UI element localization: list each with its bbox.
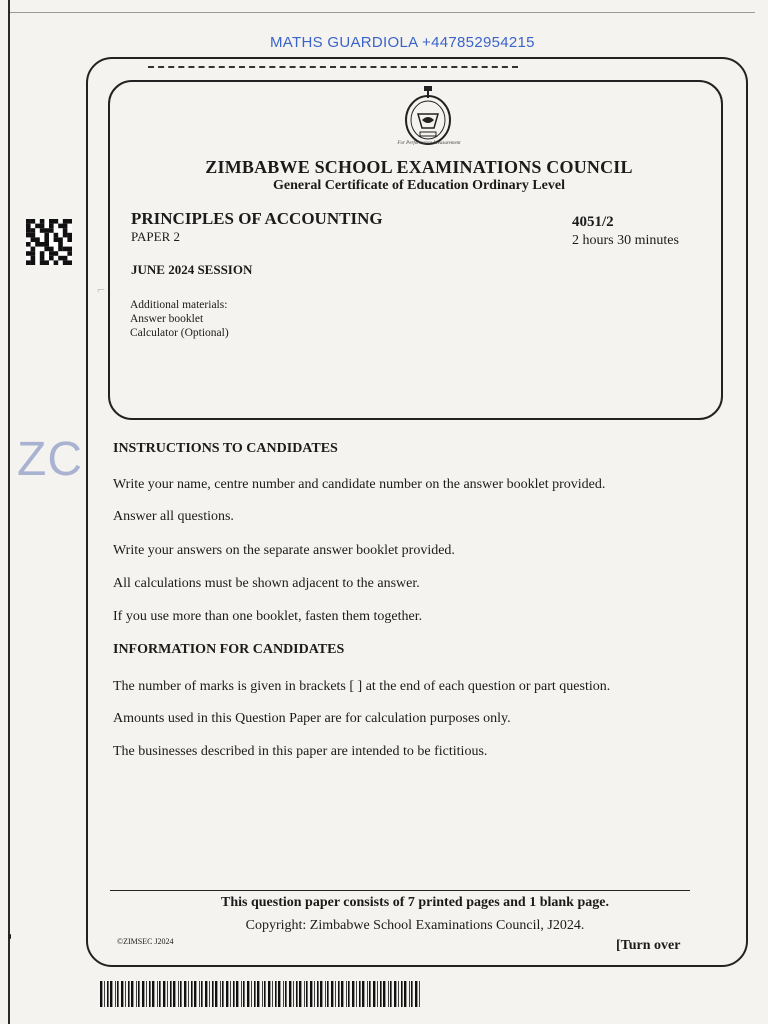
barcode-bar bbox=[341, 981, 343, 1007]
barcode-bar bbox=[121, 981, 123, 1007]
information-line: The number of marks is given in brackets [ ] at the end of each question or part question. bbox=[113, 679, 611, 694]
barcode-bar bbox=[157, 981, 158, 1007]
barcode-bar bbox=[377, 981, 378, 1007]
barcode-bar bbox=[283, 981, 284, 1007]
barcode-bar bbox=[230, 981, 231, 1007]
barcode-bar bbox=[320, 981, 322, 1007]
barcode-bar bbox=[243, 981, 245, 1007]
instruction-line: All calculations must be shown adjacent to the answer. bbox=[113, 576, 420, 591]
pages-note: This question paper consists of 7 printed pages and 1 blank page. bbox=[221, 895, 609, 910]
barcode-bar bbox=[178, 981, 179, 1007]
barcode-bar bbox=[107, 981, 109, 1007]
materials-item: Answer booklet bbox=[130, 313, 204, 325]
materials-item: Calculator (Optional) bbox=[130, 327, 229, 339]
scan-speck bbox=[8, 934, 11, 939]
barcode-bar bbox=[278, 981, 280, 1007]
exam-session: JUNE 2024 SESSION bbox=[131, 262, 253, 277]
barcode-bar bbox=[131, 981, 133, 1007]
barcode-bar bbox=[215, 981, 217, 1007]
barcode-bar bbox=[180, 981, 182, 1007]
barcode-bar bbox=[125, 981, 126, 1007]
barcode-bar bbox=[264, 981, 266, 1007]
barcode-bar bbox=[310, 981, 312, 1007]
barcode-bar bbox=[398, 981, 399, 1007]
barcode-bar bbox=[304, 981, 305, 1007]
barcode-bar bbox=[173, 981, 175, 1007]
barcode-bar bbox=[317, 981, 319, 1007]
barcode-bar bbox=[383, 981, 385, 1007]
barcode-bar bbox=[188, 981, 189, 1007]
barcode-bar bbox=[222, 981, 224, 1007]
barcode-bar bbox=[257, 981, 259, 1007]
barcode-bar bbox=[247, 981, 249, 1007]
barcode-bar bbox=[419, 981, 420, 1007]
barcode-bar bbox=[205, 981, 207, 1007]
instruction-line: Write your answers on the separate answer booklet provided. bbox=[113, 543, 455, 558]
barcode-bar bbox=[325, 981, 326, 1007]
barcode-bar bbox=[272, 981, 273, 1007]
barcode-bar bbox=[212, 981, 214, 1007]
barcode-bar bbox=[262, 981, 263, 1007]
page-edge bbox=[8, 0, 10, 1024]
barcode-bar bbox=[285, 981, 287, 1007]
barcode-bar bbox=[275, 981, 277, 1007]
barcode-bar bbox=[226, 981, 228, 1007]
barcode-bar bbox=[390, 981, 392, 1007]
barcode-bar bbox=[142, 981, 144, 1007]
barcode-bar bbox=[104, 981, 105, 1007]
barcode-bar bbox=[233, 981, 235, 1007]
barcode-bar bbox=[117, 981, 119, 1007]
barcode-bar bbox=[254, 981, 256, 1007]
instruction-line: Answer all questions. bbox=[113, 509, 234, 524]
barcode-bar bbox=[362, 981, 364, 1007]
additional-materials bbox=[130, 298, 229, 340]
barcode-icon bbox=[100, 981, 422, 1007]
barcode-bar bbox=[201, 981, 203, 1007]
information-line: The businesses described in this paper are intended to be fictitious. bbox=[113, 744, 488, 759]
barcode-bar bbox=[367, 981, 368, 1007]
information-heading: INFORMATION FOR CANDIDATES bbox=[113, 642, 345, 657]
barcode-bar bbox=[306, 981, 308, 1007]
council-name: ZIMBABWE SCHOOL EXAMINATIONS COUNCIL bbox=[205, 157, 633, 177]
barcode-bar bbox=[268, 981, 270, 1007]
barcode-bar bbox=[159, 981, 161, 1007]
barcode-bar bbox=[373, 981, 375, 1007]
barcode-bar bbox=[199, 981, 200, 1007]
barcode-bar bbox=[152, 981, 154, 1007]
page-top-edge bbox=[10, 12, 755, 13]
barcode-bar bbox=[149, 981, 151, 1007]
barcode-bar bbox=[170, 981, 172, 1007]
crest-motto: For Performance Measurement bbox=[397, 141, 461, 146]
zimsec-mark: ©ZIMSEC J2024 bbox=[117, 937, 174, 946]
footer-rule bbox=[110, 890, 690, 891]
barcode-bar bbox=[110, 981, 112, 1007]
barcode-bar bbox=[136, 981, 137, 1007]
side-watermark: ZC bbox=[17, 433, 83, 486]
barcode-bar bbox=[167, 981, 168, 1007]
barcode-bar bbox=[209, 981, 210, 1007]
paper-code: 4051/2 bbox=[572, 214, 614, 230]
barcode-bar bbox=[236, 981, 238, 1007]
barcode-bar bbox=[163, 981, 165, 1007]
barcode-bar bbox=[356, 981, 357, 1007]
subject-title: PRINCIPLES OF ACCOUNTING bbox=[131, 209, 383, 228]
information-line: Amounts used in this Question Paper are for calculation purposes only. bbox=[113, 711, 511, 726]
barcode-bar bbox=[409, 981, 410, 1007]
barcode-bar bbox=[251, 981, 252, 1007]
instruction-line: Write your name, centre number and candidate number on the answer booklet provided. bbox=[113, 477, 606, 492]
barcode-bar bbox=[296, 981, 298, 1007]
barcode-bar bbox=[352, 981, 354, 1007]
barcode-bar bbox=[299, 981, 301, 1007]
materials-label: Additional materials: bbox=[130, 299, 228, 311]
top-watermark-stamp: MATHS GUARDIOLA +447852954215 bbox=[270, 34, 535, 51]
instruction-line: If you use more than one booklet, fasten them together. bbox=[113, 609, 423, 624]
barcode-bar bbox=[194, 981, 196, 1007]
barcode-bar bbox=[411, 981, 413, 1007]
exam-level: General Certificate of Education Ordinary Level bbox=[273, 178, 565, 193]
barcode-bar bbox=[394, 981, 396, 1007]
barcode-bar bbox=[220, 981, 221, 1007]
qr-code-icon bbox=[24, 219, 74, 265]
paper-number: PAPER 2 bbox=[131, 229, 181, 244]
barcode-bar bbox=[359, 981, 361, 1007]
barcode-bar bbox=[241, 981, 242, 1007]
barcode-bar bbox=[314, 981, 315, 1007]
barcode-bar bbox=[293, 981, 294, 1007]
barcode-bar bbox=[191, 981, 193, 1007]
barcode-bar bbox=[369, 981, 371, 1007]
barcode-bar bbox=[138, 981, 140, 1007]
barcode-bar bbox=[346, 981, 347, 1007]
barcode-bar bbox=[338, 981, 340, 1007]
barcode-bar bbox=[327, 981, 329, 1007]
barcode-bar bbox=[100, 981, 102, 1007]
turn-over-label: [Turn over bbox=[616, 938, 681, 953]
barcode-bar bbox=[115, 981, 116, 1007]
barcode-bar bbox=[146, 981, 147, 1007]
barcode-bar bbox=[184, 981, 186, 1007]
copyright-line: Copyright: Zimbabwe School Examinations Council, J2024. bbox=[245, 918, 585, 933]
instructions-heading: INSTRUCTIONS TO CANDIDATES bbox=[113, 441, 338, 456]
scan-mark: ⌐ bbox=[97, 283, 105, 298]
barcode-bar bbox=[348, 981, 350, 1007]
barcode-bar bbox=[289, 981, 291, 1007]
barcode-bar bbox=[331, 981, 333, 1007]
barcode-bar bbox=[404, 981, 406, 1007]
barcode-bar bbox=[388, 981, 389, 1007]
barcode-bar bbox=[401, 981, 403, 1007]
barcode-bar bbox=[335, 981, 336, 1007]
barcode-bar bbox=[128, 981, 130, 1007]
barcode-bar bbox=[380, 981, 382, 1007]
exam-duration: 2 hours 30 minutes bbox=[572, 233, 679, 248]
barcode-bar bbox=[415, 981, 417, 1007]
